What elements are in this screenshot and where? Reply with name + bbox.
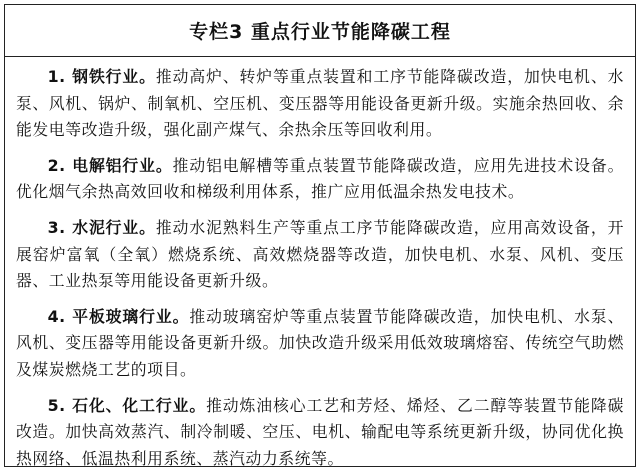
item-text: 推动玻璃窑炉等重点装置节能降碳改造，加快电机、水泵、风机、变压器等用能设备更新升级。加快改造升级采用低效玻璃熔窑、传统空气助燃及煤炭燃烧工艺的项目。 <box>16 306 624 379</box>
item-text: 推动水泥熟料生产等重点工序节能降碳改造，应用高效设备，开展窑炉富氧（全氧）燃烧系统、高效燃烧器等改造，加快电机、水泵、风机、变压器、工业热泵等用能设备更新升级。 <box>16 217 624 291</box>
item-text: 推动铝电解槽等重点装置节能降碳改造，应用先进技术设备。优化烟气余热高效回收和梯级利用体系，推广应用低温余热发电技术。 <box>16 155 624 202</box>
item-lead: 3. 水泥行业。 <box>47 217 156 237</box>
item-paragraph-steel <box>16 64 624 144</box>
item-lead: 5. 石化、化工行业。 <box>47 395 207 415</box>
item-text: 推动炼油核心工艺和芳烃、烯烃、乙二醇等装置节能降碳改造。加快高效蒸汽、制冷制暖、空压、电机、输配电等系统更新升级，协同优化换热网络、低温热利用系统、蒸汽动力系统等。 <box>16 395 624 468</box>
item-paragraph-aluminum <box>16 153 624 206</box>
item-paragraph-petrochemical <box>16 393 624 473</box>
item-lead: 2. 电解铝行业。 <box>47 155 173 175</box>
title-row <box>5 5 635 57</box>
item-paragraph-cement <box>16 215 624 295</box>
box-title: 专栏3 重点行业节能降碳工程 <box>189 21 451 43</box>
item-lead: 1. 钢铁行业。 <box>47 67 156 86</box>
feature-box <box>4 4 636 467</box>
box-content <box>5 57 635 472</box>
item-text: 推动高炉、转炉等重点装置和工序节能降碳改造，加快电机、水泵、风机、锅炉、制氧机、空压机、变压器等用能设备更新升级。实施余热回收、余能发电等改造升级，强化副产煤气、余热余压等回收利用。 <box>16 67 624 140</box>
item-paragraph-glass <box>16 304 624 384</box>
item-lead: 4. 平板玻璃行业。 <box>47 306 190 326</box>
